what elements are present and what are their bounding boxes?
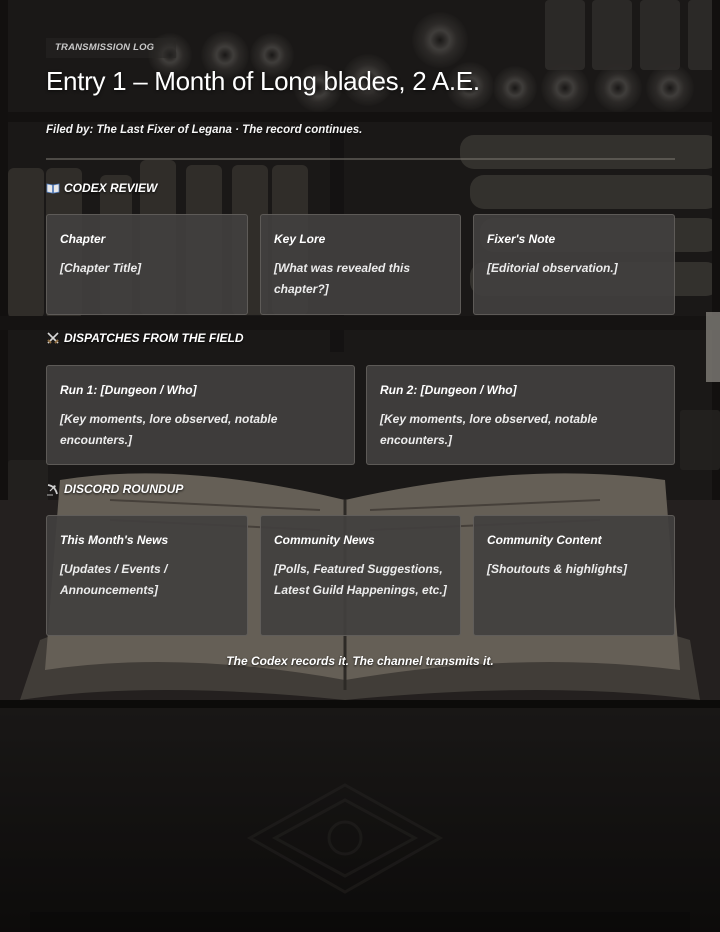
page-title: Entry 1 – Month of Long blades, 2 A.E.	[46, 66, 480, 96]
card-title: This Month's News	[60, 533, 169, 547]
card-title: Key Lore	[274, 232, 326, 246]
card-body: [Polls, Featured Suggestions, Latest Guild Happenings, etc.]	[274, 562, 447, 597]
section-heading: DISCORD ROUNDUP	[64, 482, 184, 496]
card-body: [Chapter Title]	[60, 261, 142, 275]
crossed-swords-icon	[46, 331, 60, 345]
card-title: Chapter	[60, 232, 106, 246]
dispatch-card-run-2	[366, 365, 675, 465]
card-title: Run 1: [Dungeon / Who]	[60, 383, 197, 397]
card-body: [Key moments, lore observed, notable encounters.]	[60, 412, 278, 447]
card-title: Community Content	[487, 533, 602, 547]
header-divider	[46, 158, 675, 160]
codex-card-chapter	[46, 214, 248, 315]
codex-card-key-lore	[260, 214, 461, 315]
section-dispatches	[46, 331, 244, 345]
card-title: Run 2: [Dungeon / Who]	[380, 383, 517, 397]
discord-card-community-content	[473, 515, 675, 636]
dispatch-card-run-1	[46, 365, 355, 465]
card-body: [What was revealed this chapter?]	[274, 261, 411, 296]
section-codex-review	[46, 181, 157, 195]
codex-card-fixers-note	[473, 214, 675, 315]
section-discord-roundup	[46, 482, 183, 496]
transmission-log-tag: TRANSMISSION LOG	[46, 38, 176, 58]
card-body: [Updates / Events / Announcements]	[60, 562, 168, 597]
card-body: [Key moments, lore observed, notable encounters.]	[380, 412, 598, 447]
filed-by-line: Filed by: The Last Fixer of Legana · The record continues.	[46, 124, 363, 136]
card-title: Community News	[274, 533, 375, 547]
section-heading: CODEX REVIEW	[64, 181, 158, 195]
discord-card-community-news	[260, 515, 461, 636]
card-title: Fixer's Note	[487, 232, 556, 246]
open-book-icon	[46, 181, 60, 195]
discord-card-this-months-news	[46, 515, 248, 636]
card-body: [Editorial observation.]	[487, 261, 618, 275]
footer-tagline: The Codex records it. The channel transmits it.	[226, 654, 494, 668]
card-body: [Shoutouts & highlights]	[487, 562, 627, 576]
section-heading: DISPATCHES FROM THE FIELD	[64, 331, 244, 345]
satellite-antenna-icon	[46, 482, 60, 496]
